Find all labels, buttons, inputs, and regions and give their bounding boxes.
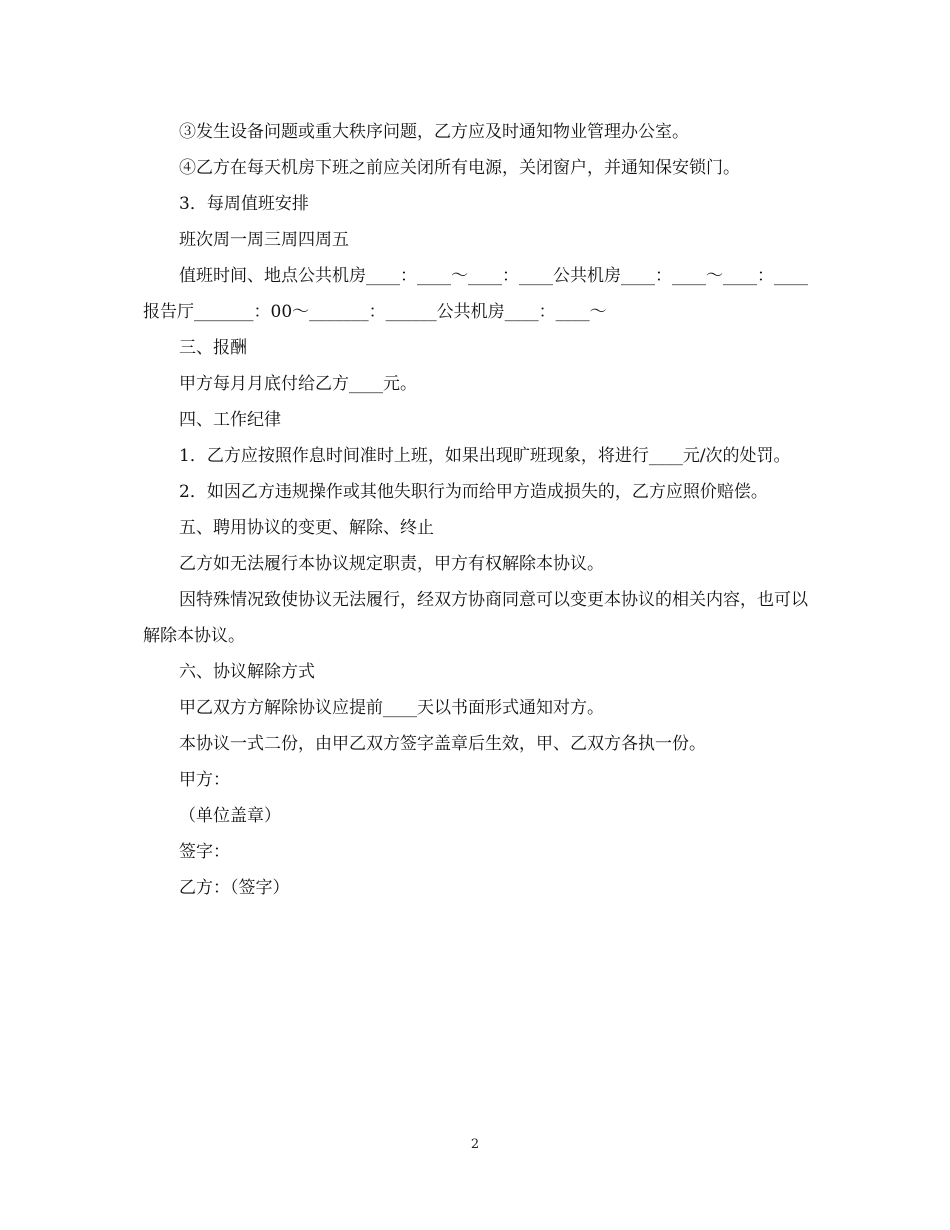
paragraph-shift-days: 班次周一周三周四周五 — [179, 230, 349, 250]
paragraph-equipment-issues: ③发生设备问题或重大秩序问题，乙方应及时通知物业管理办公室。 — [179, 122, 689, 142]
heading-agreement-changes: 五、聘用协议的变更、解除、终止 — [179, 518, 434, 538]
paragraph-copies: 本协议一式二份，由甲乙双方签字盖章后生效，甲、乙双方各执一份。 — [179, 734, 706, 754]
paragraph-shift-times: 值班时间、地点公共机房____：____～____：____公共机房____：____～____：____报告厅_______：00～_______：______公共机房____：____～ — [143, 266, 808, 322]
heading-weekly-schedule: 3．每周值班安排 — [179, 194, 309, 214]
document-body — [143, 114, 813, 906]
signature-unit-seal: （单位盖章） — [179, 806, 281, 826]
heading-termination-method: 六、协议解除方式 — [179, 662, 315, 682]
paragraph-compensation: 2．如因乙方违规操作或其他失职行为而给甲方造成损失的，乙方应照价赔偿。 — [179, 482, 768, 502]
heading-work-discipline: 四、工作纪律 — [179, 410, 281, 430]
heading-remuneration: 三、报酬 — [179, 338, 247, 358]
paragraph-monthly-pay: 甲方每月月底付给乙方____元。 — [179, 374, 417, 394]
page-number: 2 — [470, 1137, 480, 1152]
signature-sign-line: 签字： — [179, 842, 230, 862]
paragraph-special-circumstances: 因特殊情况致使协议无法履行，经双方协商同意可以变更本协议的相关内容，也可以解除本协议。 — [143, 590, 808, 646]
paragraph-termination-right: 乙方如无法履行本协议规定职责，甲方有权解除本协议。 — [179, 554, 604, 574]
signature-party-b: 乙方：（签字） — [179, 878, 290, 898]
paragraph-notice-period: 甲乙双方方解除协议应提前____天以书面形式通知对方。 — [179, 698, 604, 718]
paragraph-absence-penalty: 1．乙方应按照作息时间准时上班，如果出现旷班现象，将进行____元/次的处罚。 — [179, 446, 791, 466]
paragraph-power-off: ④乙方在每天机房下班之前应关闭所有电源，关闭窗户，并通知保安锁门。 — [179, 158, 740, 178]
signature-party-a: 甲方： — [179, 770, 230, 790]
